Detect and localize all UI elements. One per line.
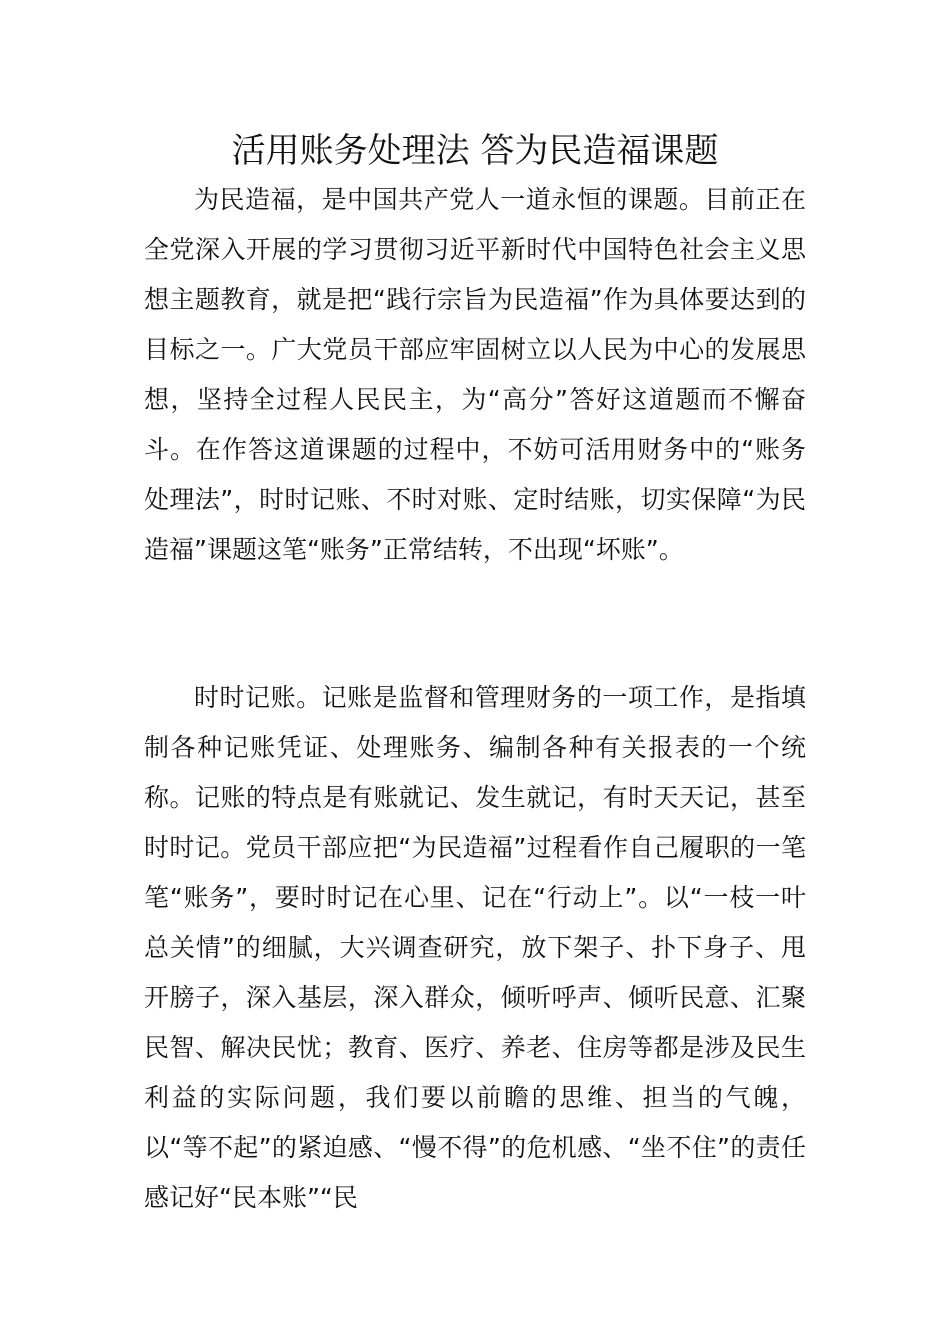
document-title: 活用账务处理法 答为民造福课题 <box>231 131 719 171</box>
paragraph-intro: 为民造福，是中国共产党人一道永恒的课题。目前正在全党深入开展的学习贯彻习近平新时代中国特色社会主义思想主题教育，就是把“践行宗旨为民造福”作为具体要达到的目标之一。广大党员干部应牢固树立以人民为中心的发展思想，坚持全过程人民民主，为“高分”答好这道题而不懈奋斗。在作答这道课题的过程中，不妨可活用财务中的“账务处理法”，时时记账、不时对账、定时结账，切实保障“为民造福”课题这笔“账务”正常结转，不出现“坏账”。 <box>144 185 806 564</box>
paragraph-shishi-jizhang: 时时记账。记账是监督和管理财务的一项工作，是指填制各种记账凭证、处理账务、编制各种有关报表的一个统称。记账的特点是有账就记、发生就记，有时天天记，甚至时时记。党员干部应把“为民造福”过程看作自己履职的一笔笔“账务”，要时时记在心里、记在“行动上”。以“一枝一叶总关情”的细腻，大兴调查研究，放下架子、扑下身子、甩开膀子，深入基层，深入群众，倾听呼声、倾听民意、汇聚民智、解决民忧；教育、医疗、养老、住房等都是涉及民生利益的实际问题，我们要以前瞻的思维、担当的气魄，以“等不起”的紧迫感、“慢不得”的危机感、“坐不住”的责任感记好“民本账”“民 <box>144 683 806 1212</box>
